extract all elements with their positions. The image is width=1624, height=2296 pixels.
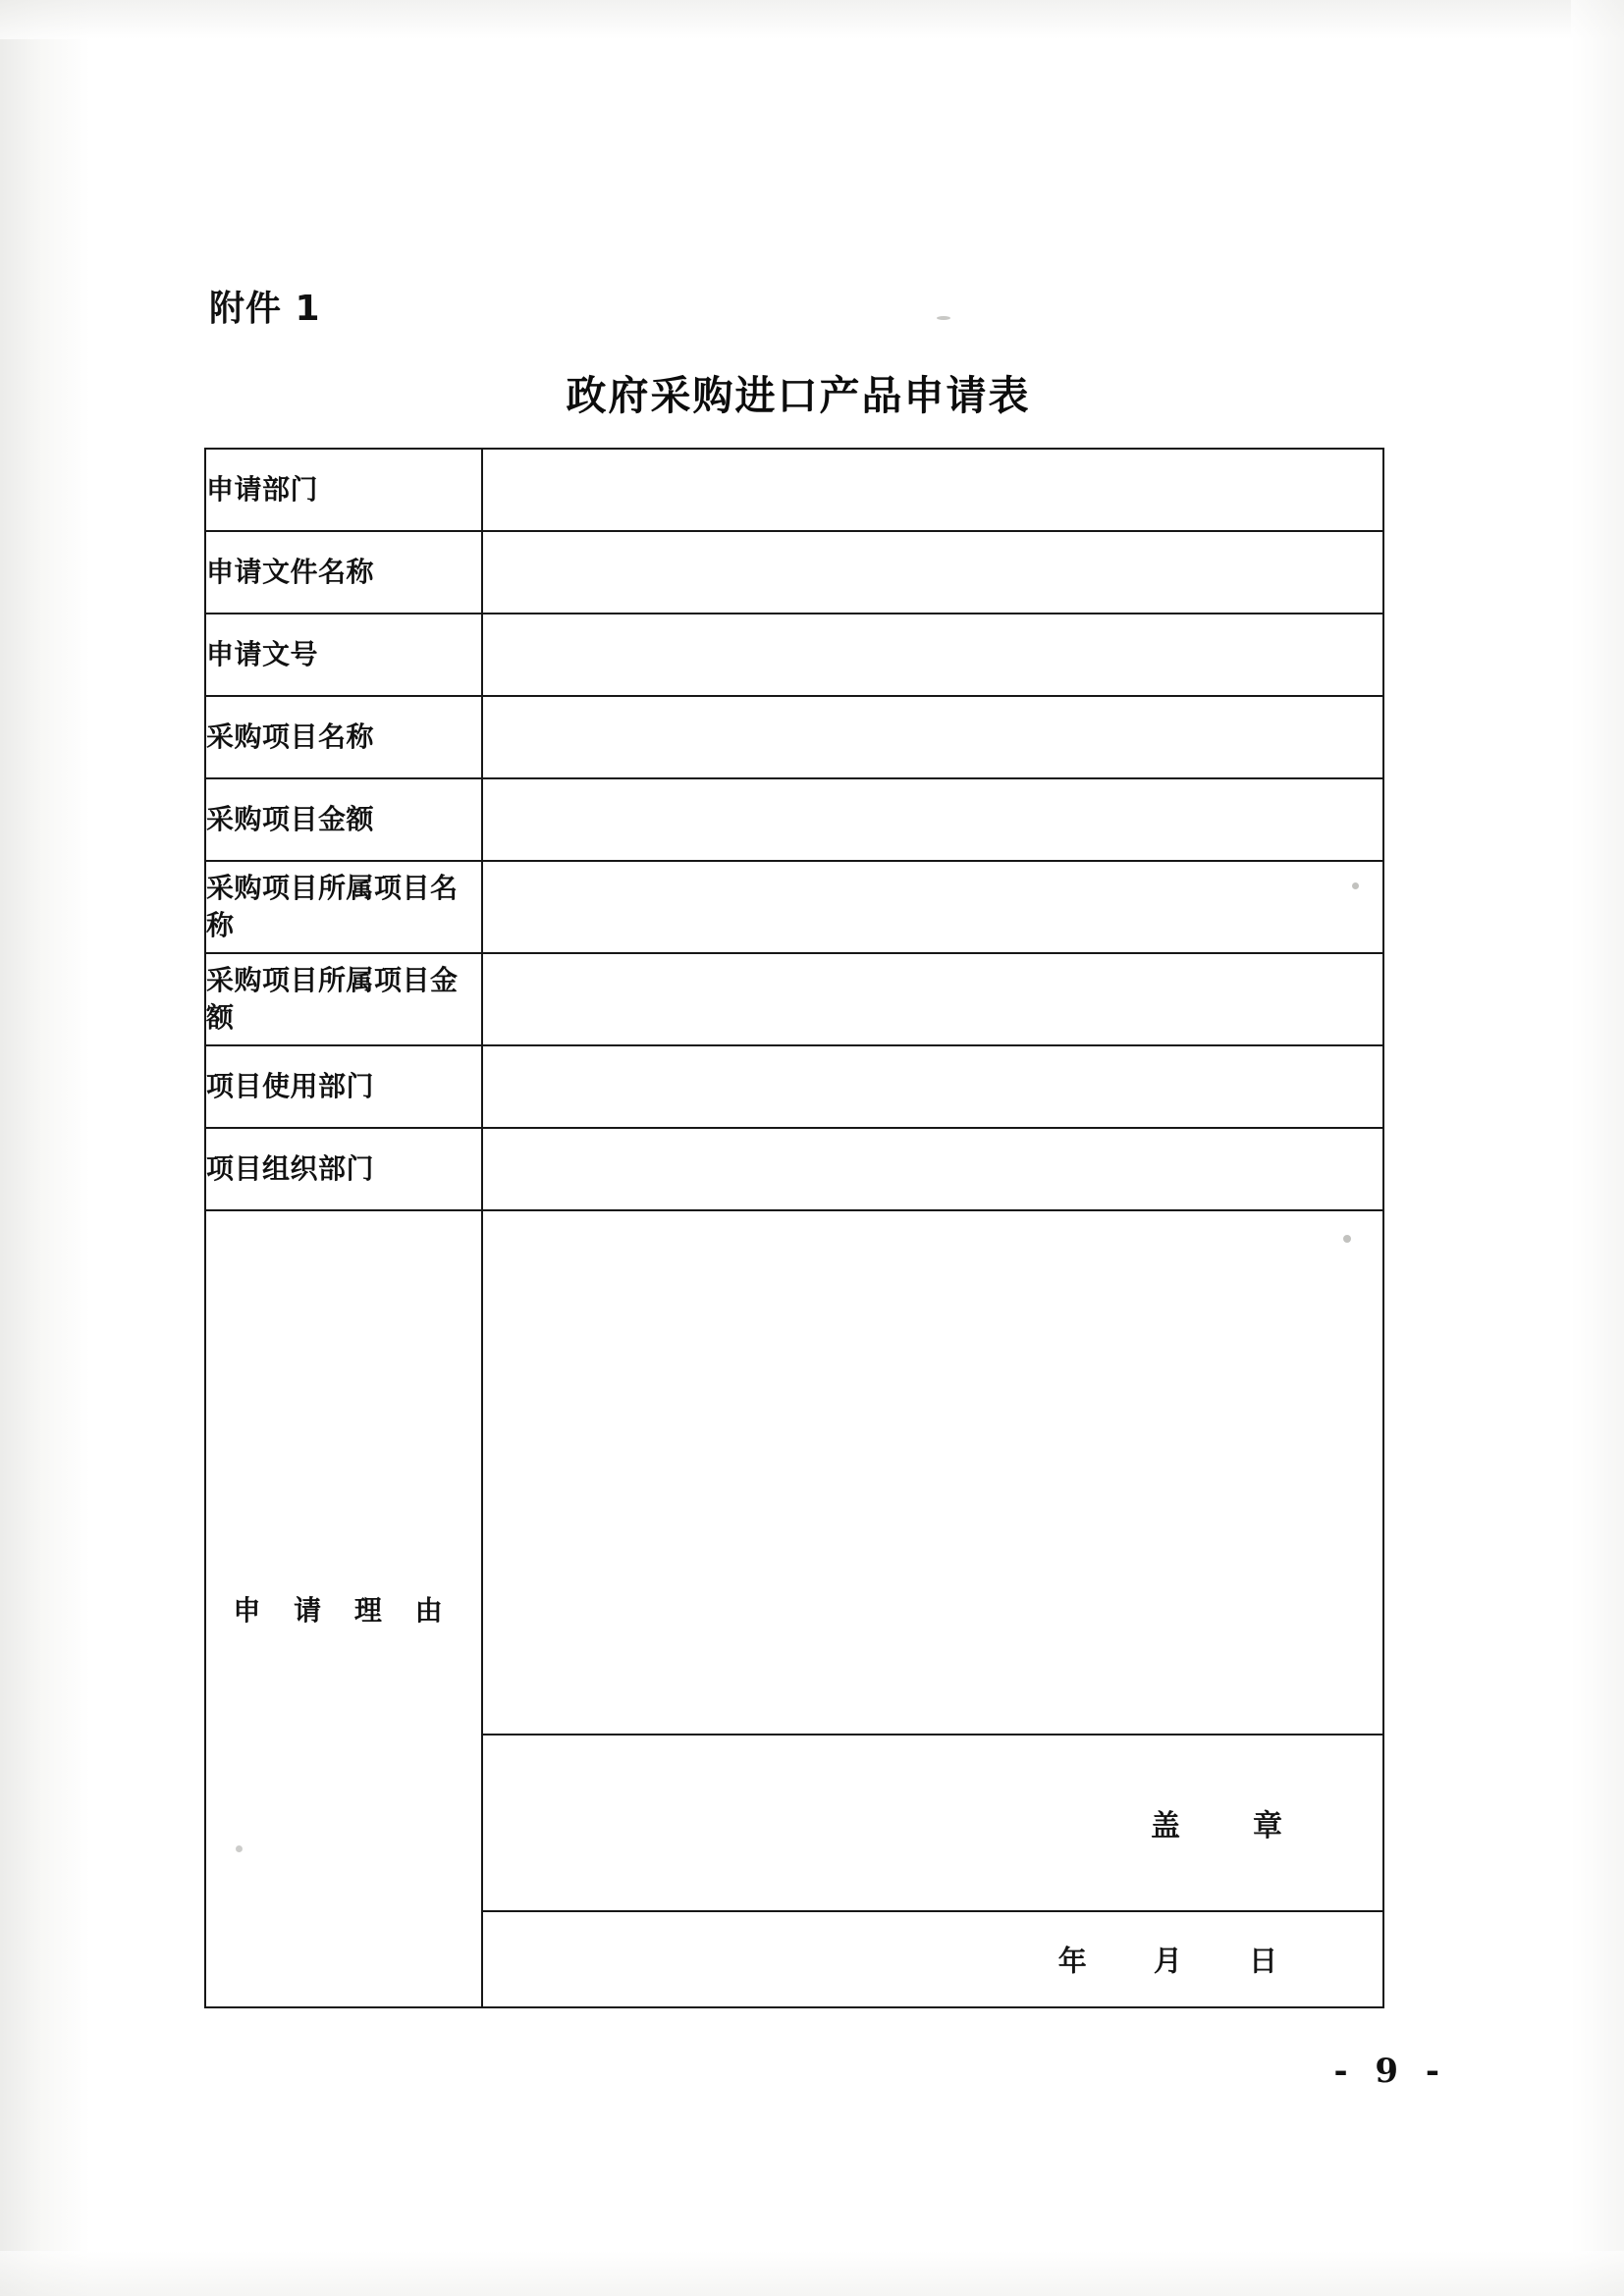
seal-area[interactable] [482, 1735, 1383, 1911]
field-label-procurement-project-name: 采购项目名称 [205, 696, 482, 778]
page-number: - 9 - [1333, 2052, 1447, 2091]
table-row [205, 449, 1383, 531]
import-product-application-form [204, 448, 1384, 2008]
field-input-procurement-project-amount[interactable] [482, 778, 1383, 861]
field-label-application-doc-name: 申请文件名称 [205, 531, 482, 614]
table-row [205, 696, 1383, 778]
date-area[interactable] [482, 1911, 1383, 2007]
field-input-application-reason[interactable] [482, 1210, 1383, 1735]
field-label-application-doc-number: 申请文号 [205, 614, 482, 696]
field-input-using-department[interactable] [482, 1045, 1383, 1128]
table-row [205, 861, 1383, 953]
table-row-application-reason [205, 1210, 1383, 1735]
field-label-organizing-department: 项目组织部门 [205, 1128, 482, 1210]
attachment-label: 附件 1 [209, 289, 321, 329]
field-input-application-doc-name[interactable] [482, 531, 1383, 614]
table-row [205, 778, 1383, 861]
field-input-application-doc-number[interactable] [482, 614, 1383, 696]
field-input-organizing-department[interactable] [482, 1128, 1383, 1210]
field-input-procurement-project-name[interactable] [482, 696, 1383, 778]
field-label-using-department: 项目使用部门 [205, 1045, 482, 1128]
field-input-applicant-department[interactable] [482, 449, 1383, 531]
date-label [1033, 1940, 1306, 1980]
table-row [205, 531, 1383, 614]
table-row [205, 953, 1383, 1045]
date-month-label: 月 [1153, 1944, 1185, 1978]
field-input-parent-project-amount[interactable] [482, 953, 1383, 1045]
page-title: 政府采购进口产品申请表 [566, 372, 1031, 419]
field-label-application-reason: 申 请 理 由 [205, 1210, 482, 2007]
field-label-parent-project-amount: 采购项目所属项目金额 [205, 953, 482, 1045]
date-year-label: 年 [1057, 1944, 1090, 1978]
field-label-applicant-department: 申请部门 [205, 449, 482, 531]
date-day-label: 日 [1248, 1944, 1280, 1978]
table-row [205, 1128, 1383, 1210]
seal-label: 盖 章 [1151, 1809, 1304, 1843]
field-label-procurement-project-amount: 采购项目金额 [205, 778, 482, 861]
field-label-parent-project-name: 采购项目所属项目名称 [205, 861, 482, 953]
table-row [205, 614, 1383, 696]
table-row [205, 1045, 1383, 1128]
field-input-parent-project-name[interactable] [482, 861, 1383, 953]
